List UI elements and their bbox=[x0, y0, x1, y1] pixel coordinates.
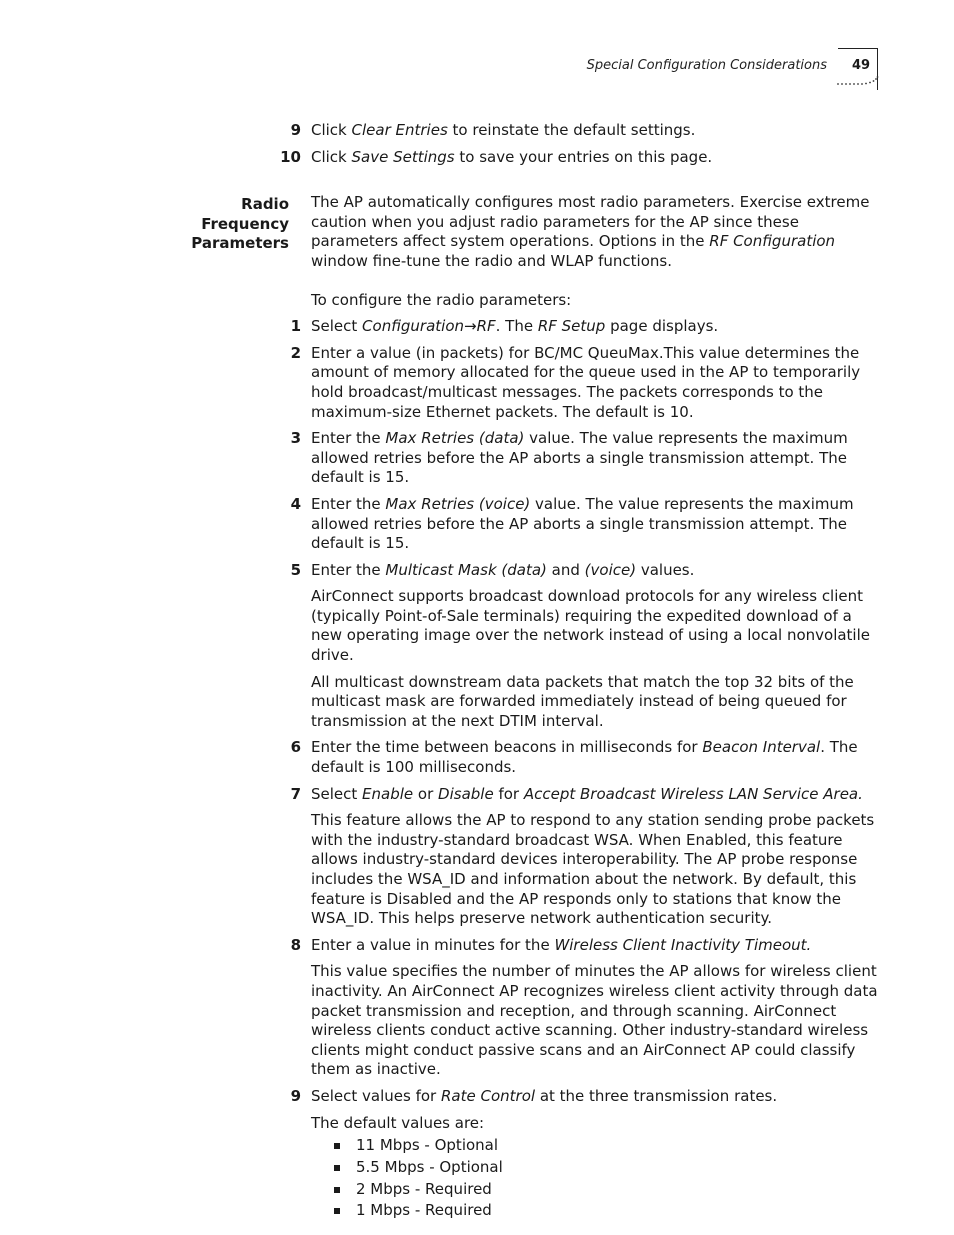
step-2 bbox=[290, 343, 883, 422]
step-text: Enter the bbox=[311, 560, 386, 579]
step-text: for bbox=[493, 784, 524, 803]
step-5-detail-2: All multicast downstream data packets that match the top 32 bits of the multicast mask are forwarded immediately instead of being queued for transmission at the next DTIM interval. bbox=[311, 672, 854, 730]
list-item bbox=[311, 1201, 883, 1221]
step-text: . The bbox=[495, 317, 538, 336]
step-number: 6 bbox=[290, 738, 301, 757]
step-text: Enter the time between beacons in milliseconds for bbox=[311, 738, 703, 757]
step-number: 4 bbox=[290, 494, 301, 513]
step-text: Click bbox=[311, 147, 352, 166]
step-8 bbox=[290, 935, 883, 956]
step-emphasis: Max Retries (data) bbox=[385, 429, 525, 448]
header-rule-horizontal bbox=[838, 48, 878, 49]
step-number: 3 bbox=[290, 429, 301, 448]
step-emphasis: Configuration→RF bbox=[362, 317, 496, 336]
step-emphasis: Beacon Interval bbox=[702, 738, 821, 757]
step-text: to save your entries on this page. bbox=[454, 147, 713, 166]
step-emphasis: Accept Broadcast Wireless LAN Service Area. bbox=[523, 784, 863, 803]
step-5 bbox=[290, 560, 883, 581]
step-number: 9 bbox=[290, 1086, 301, 1105]
top-step-9 bbox=[290, 121, 883, 141]
section-heading-line1: Radio Frequency bbox=[201, 195, 289, 233]
step-emphasis: Rate Control bbox=[441, 1086, 536, 1105]
step-text: at the three transmission rates. bbox=[535, 1086, 778, 1105]
step-text: Enter the bbox=[311, 494, 386, 513]
section-lead: To configure the radio parameters: bbox=[311, 290, 572, 309]
page-number: 49 bbox=[852, 58, 871, 73]
step-7-detail: This feature allows the AP to respond to any station sending probe packets with the industry-standard broadcast WSA. When Enabled, this feature allows industry-standard devices interoperability. The AP probe response includes the WSA_ID and information about the network. By default, this feature is Disabled and the AP responds only to stations that know the WSA_ID. This helps preserve network authentication security. bbox=[311, 811, 875, 928]
step-7 bbox=[290, 784, 883, 805]
step-3 bbox=[290, 429, 883, 488]
step-text: Select bbox=[311, 317, 363, 336]
step-number: 5 bbox=[290, 560, 301, 579]
section-heading-line2: Parameters bbox=[191, 234, 289, 253]
step-9 bbox=[290, 1086, 883, 1107]
step-number: 8 bbox=[290, 935, 301, 954]
bullet-square-icon bbox=[334, 1208, 340, 1214]
step-emphasis: Save Settings bbox=[351, 147, 455, 166]
bullet-square-icon bbox=[334, 1143, 340, 1149]
step-text: or bbox=[413, 784, 439, 803]
section-intro bbox=[311, 193, 883, 271]
bullet-square-icon bbox=[334, 1187, 340, 1193]
step-5-detail-1: AirConnect supports broadcast download protocols for any wireless client (typically Point-of-Sale terminals) requiring the expedited download of a new operating image over the network instead of using a local nonvolatile drive. bbox=[311, 587, 870, 665]
step-number: 1 bbox=[290, 317, 301, 336]
step-text: Enter a value in minutes for the bbox=[311, 935, 555, 954]
list-item bbox=[311, 1180, 883, 1200]
step-1 bbox=[290, 317, 883, 337]
step-emphasis: RF Setup bbox=[537, 317, 606, 336]
step-text: . The default is 100 milliseconds. bbox=[311, 738, 858, 777]
step-text: Enter a value (in packets) for BC/MC QueuMax.This value determines the amount of memory allocated for the queue used in the AP to temporarily hold broadcast/multicast messages. The packets corresponds to the maximum-size Ethernet packets. The default is 10. bbox=[311, 343, 861, 421]
list-item-text: 5.5 Mbps - Optional bbox=[356, 1157, 503, 1176]
step-emphasis: Enable bbox=[362, 784, 414, 803]
step-9-detail: The default values are: bbox=[311, 1113, 485, 1132]
default-rates-list bbox=[311, 1136, 883, 1221]
step-emphasis: Clear Entries bbox=[351, 121, 448, 139]
step-text: values. bbox=[636, 560, 695, 579]
list-item-text: 11 Mbps - Optional bbox=[356, 1136, 499, 1155]
step-6 bbox=[290, 738, 883, 777]
intro-text: The AP automatically configures most radio parameters. Exercise extreme caution when you adjust radio parameters for the AP since these parameters affect system operations. Options in the bbox=[311, 193, 870, 251]
step-text: to reinstate the default settings. bbox=[447, 121, 696, 139]
step-number: 10 bbox=[280, 147, 301, 166]
step-emphasis: Wireless Client Inactivity Timeout. bbox=[554, 935, 812, 954]
step-text: value. The value represents the maximum allowed retries before the AP aborts a single transmission attempt. The default is 15. bbox=[311, 429, 848, 487]
step-text: Select values for bbox=[311, 1086, 441, 1105]
step-number: 9 bbox=[290, 121, 301, 139]
step-text: Select bbox=[311, 784, 363, 803]
running-header-title: Special Configuration Considerations bbox=[586, 58, 827, 73]
step-text: Enter the bbox=[311, 429, 386, 448]
step-4 bbox=[290, 494, 883, 554]
top-step-10 bbox=[280, 147, 883, 168]
step-emphasis: Multicast Mask (data) bbox=[385, 560, 547, 579]
body-content bbox=[280, 121, 883, 1223]
intro-text: window fine-tune the radio and WLAP functions. bbox=[311, 251, 672, 270]
step-emphasis: (voice) bbox=[584, 560, 637, 579]
step-text: page displays. bbox=[605, 317, 719, 336]
step-emphasis: Max Retries (voice) bbox=[385, 494, 531, 513]
header-dotted-ornament bbox=[836, 76, 880, 86]
step-text: Click bbox=[311, 121, 352, 139]
section-heading bbox=[150, 195, 289, 254]
bullet-square-icon bbox=[334, 1165, 340, 1171]
list-item-text: 2 Mbps - Required bbox=[356, 1179, 492, 1198]
list-item-text: 1 Mbps - Required bbox=[356, 1201, 492, 1220]
list-item bbox=[311, 1158, 883, 1178]
step-number: 2 bbox=[290, 343, 301, 362]
step-8-detail: This value specifies the number of minutes the AP allows for wireless client inactivity. An AirConnect AP recognizes wireless client activity through data packet transmission and reception, and through scanning. AirConnect wireless clients conduct active scanning. Other industry-standard wireless clients might conduct passive scans and an AirConnect AP could classify them as inactive. bbox=[311, 962, 878, 1079]
list-item bbox=[311, 1136, 883, 1156]
step-text: value. The value represents the maximum allowed retries before the AP aborts a single transmission attempt. The default is 15. bbox=[311, 494, 854, 553]
step-number: 7 bbox=[290, 784, 301, 803]
step-emphasis: Disable bbox=[438, 784, 494, 803]
intro-emphasis: RF Configuration bbox=[709, 232, 836, 251]
step-text: and bbox=[546, 560, 585, 579]
